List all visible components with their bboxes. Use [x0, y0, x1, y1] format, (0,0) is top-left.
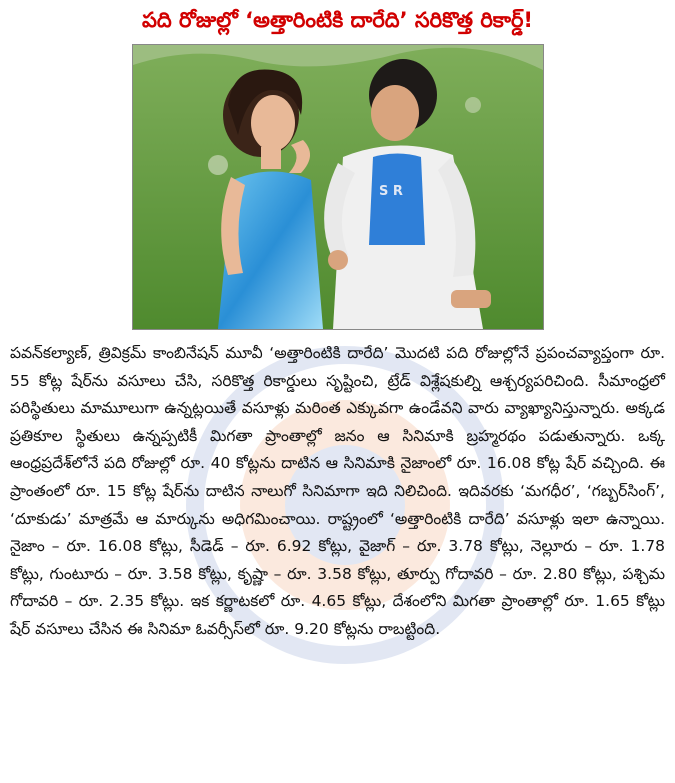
shirt-print: S R: [379, 184, 403, 199]
movie-still-illustration: [133, 45, 543, 329]
page-headline: పది రోజుల్లో ‘అత్తారింటికి దారేది’ సరికొత్త రికార్డ్!: [141, 8, 534, 32]
article-body: పవన్‌కల్యాణ్, త్రివిక్రమ్ కాంబినేషన్ మూవీ ‘అత్తారింటికి దారేది’ మొదటి పది రోజుల్లోనే ప్రపంచవ్యాప్తంగా రూ. 55 కోట్ల షేర్‌ను వసూలు చేసి, సరికొత్త రికార్డులు సృష్టించి, ట్రేడ్ విశ్లేషకుల్ని ఆశ్చర్యపరిచింది. సీమాంధ్రలో పరిస్థితులు మామూలుగా ఉన్నట్లయితే వసూళ్లు మరింత ఎక్కువగా ఉండేవని వారు వ్యాఖ్యానిస్తున్నారు. అక్కడ ప్రతికూల స్థితులు ఉన్నప్పటికీ మిగతా ప్రాంతాల్లో జనం ఆ సినిమాకి బ్రహ్మరథం పడుతున్నారు. ఒక్క ఆంధ్రప్రదేశ్‌లోనే పది రోజుల్లో రూ. 40 కోట్లను దాటిన ఆ సినిమాకి నైజాంలో రూ. 16.08 కోట్ల షేర్ వచ్చింది. ఈ ప్రాంతంలో రూ. 15 కోట్ల షేర్‌ను దాటిన నాలుగో సినిమాగా ఇది నిలిచింది. ఇదివరకు ‘మగధీర’, ‘గబ్బర్‌సింగ్’, ‘దూకుడు’ మాత్రమే ఆ మార్కును అధిగమించాయి. రాష్ట్రంలో ‘అత్తారింటికి దారేది’ వసూళ్లు ఇలా ఉన్నాయి. నైజాం – రూ. 16.08 కోట్లు, సీడెడ్ – రూ. 6.92 కోట్లు, వైజాగ్ – రూ. 3.78 కోట్లు, నెల్లూరు – రూ. 1.78 కోట్లు, గుంటూరు – రూ. 3.58 కోట్లు, కృష్ణా – రూ. 3.58 కోట్లు, తూర్పు గోదావరి – రూ. 2.80 కోట్లు, పశ్చిమ గోదావరి – రూ. 2.35 కోట్లు. ఇక కర్ణాటకలో రూ. 4.65 కోట్లు, దేశంలోని మిగతా ప్రాంతాల్లో రూ. 1.65 కోట్లు షేర్ వసూలు చేసిన ఈ సినిమా ఓవర్సీస్‌లో రూ. 9.20 కోట్లను రాబట్టింది.: [10, 344, 665, 638]
movie-still-photo: [132, 44, 544, 330]
